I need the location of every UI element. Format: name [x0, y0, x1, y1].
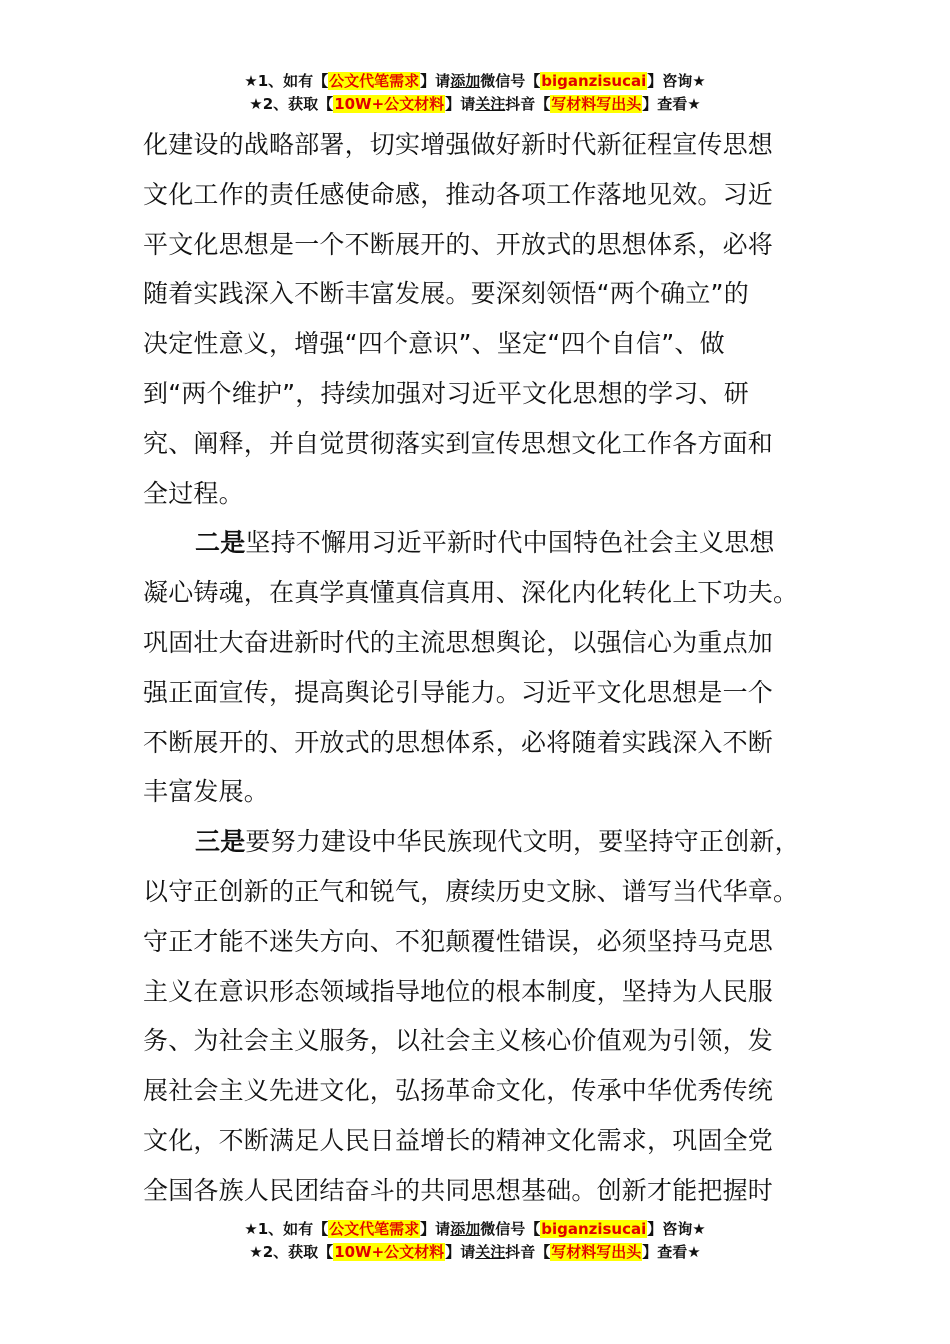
highlight-wechat-id: biganzisucai — [541, 72, 647, 90]
highlight-service: 公文代笔需求 — [329, 72, 420, 90]
paragraph-line: 三是要努力建设中华民族现代文明，要坚持守正创新， — [195, 827, 800, 857]
paragraph-line: 随着实践深入不断丰富发展。要深刻领悟“两个确立”的 — [143, 279, 749, 309]
paragraph-line: 二是坚持不懈用习近平新时代中国特色社会主义思想 — [195, 528, 775, 558]
highlight-materials: 10W+公文材料 — [334, 1243, 445, 1261]
paragraph-2 — [143, 518, 808, 817]
paragraph-line: 究、阐释，并自觉贯彻落实到宣传思想文化工作各方面和 — [143, 428, 774, 458]
highlight-douyin-account: 写材料写出头 — [551, 95, 642, 113]
highlight-douyin-account: 写材料写出头 — [551, 1243, 642, 1261]
document-body — [143, 120, 808, 1216]
paragraph-3 — [143, 817, 808, 1215]
header-banner — [0, 70, 950, 116]
highlight-materials: 10W+公文材料 — [334, 95, 445, 113]
paragraph-line: 全国各族人民团结奋斗的共同思想基础。创新才能把握时 — [143, 1175, 774, 1205]
highlight-wechat-id: biganzisucai — [541, 1220, 647, 1238]
paragraph-line: 文化工作的责任感使命感，推动各项工作落地见效。习近 — [143, 179, 774, 209]
paragraph-line: 强正面宣传，提高舆论引导能力。习近平文化思想是一个 — [143, 677, 774, 707]
paragraph-line: 化建设的战略部署，切实增强做好新时代新征程宣传思想 — [143, 130, 774, 159]
paragraph-1 — [143, 120, 808, 518]
banner-line-2: ★2、获取【10W+公文材料】请关注抖音【写材料写出头】查看★ — [249, 1243, 701, 1261]
paragraph-line: 全过程。 — [143, 478, 244, 508]
banner-line-1: ★1、如有【公文代笔需求】请添加微信号【biganzisucai】咨询★ — [244, 1220, 706, 1238]
paragraph-lead: 二是 — [195, 528, 246, 558]
paragraph-lead: 三是 — [195, 827, 246, 857]
paragraph-line: 巩固壮大奋进新时代的主流思想舆论，以强信心为重点加 — [143, 627, 774, 657]
paragraph-line: 丰富发展。 — [143, 777, 270, 807]
banner-line-2: ★2、获取【10W+公文材料】请关注抖音【写材料写出头】查看★ — [249, 95, 701, 113]
paragraph-line: 到“两个维护”，持续加强对习近平文化思想的学习、研 — [143, 378, 749, 408]
paragraph-line: 不断展开的、开放式的思想体系，必将随着实践深入不断 — [143, 727, 774, 757]
paragraph-line: 守正才能不迷失方向、不犯颠覆性错误，必须坚持马克思 — [143, 926, 774, 956]
paragraph-line: 主义在意识形态领域指导地位的根本制度，坚持为人民服 — [143, 976, 774, 1006]
paragraph-line: 以守正创新的正气和锐气，赓续历史文脉、谱写当代华章。 — [143, 876, 799, 906]
banner-line-1: ★1、如有【公文代笔需求】请添加微信号【biganzisucai】咨询★ — [244, 72, 706, 90]
footer-banner — [0, 1218, 950, 1264]
paragraph-line: 文化，不断满足人民日益增长的精神文化需求，巩固全党 — [143, 1125, 774, 1155]
highlight-service: 公文代笔需求 — [329, 1220, 420, 1238]
paragraph-line: 凝心铸魂，在真学真懂真信真用、深化内化转化上下功夫。 — [143, 578, 799, 608]
paragraph-line: 决定性意义，增强“四个意识”、坚定“四个自信”、做 — [143, 329, 725, 359]
paragraph-line: 务、为社会主义服务，以社会主义核心价值观为引领，发 — [143, 1026, 774, 1056]
paragraph-line: 平文化思想是一个不断展开的、开放式的思想体系，必将 — [143, 229, 774, 259]
paragraph-line: 展社会主义先进文化，弘扬革命文化，传承中华优秀传统 — [143, 1076, 774, 1106]
